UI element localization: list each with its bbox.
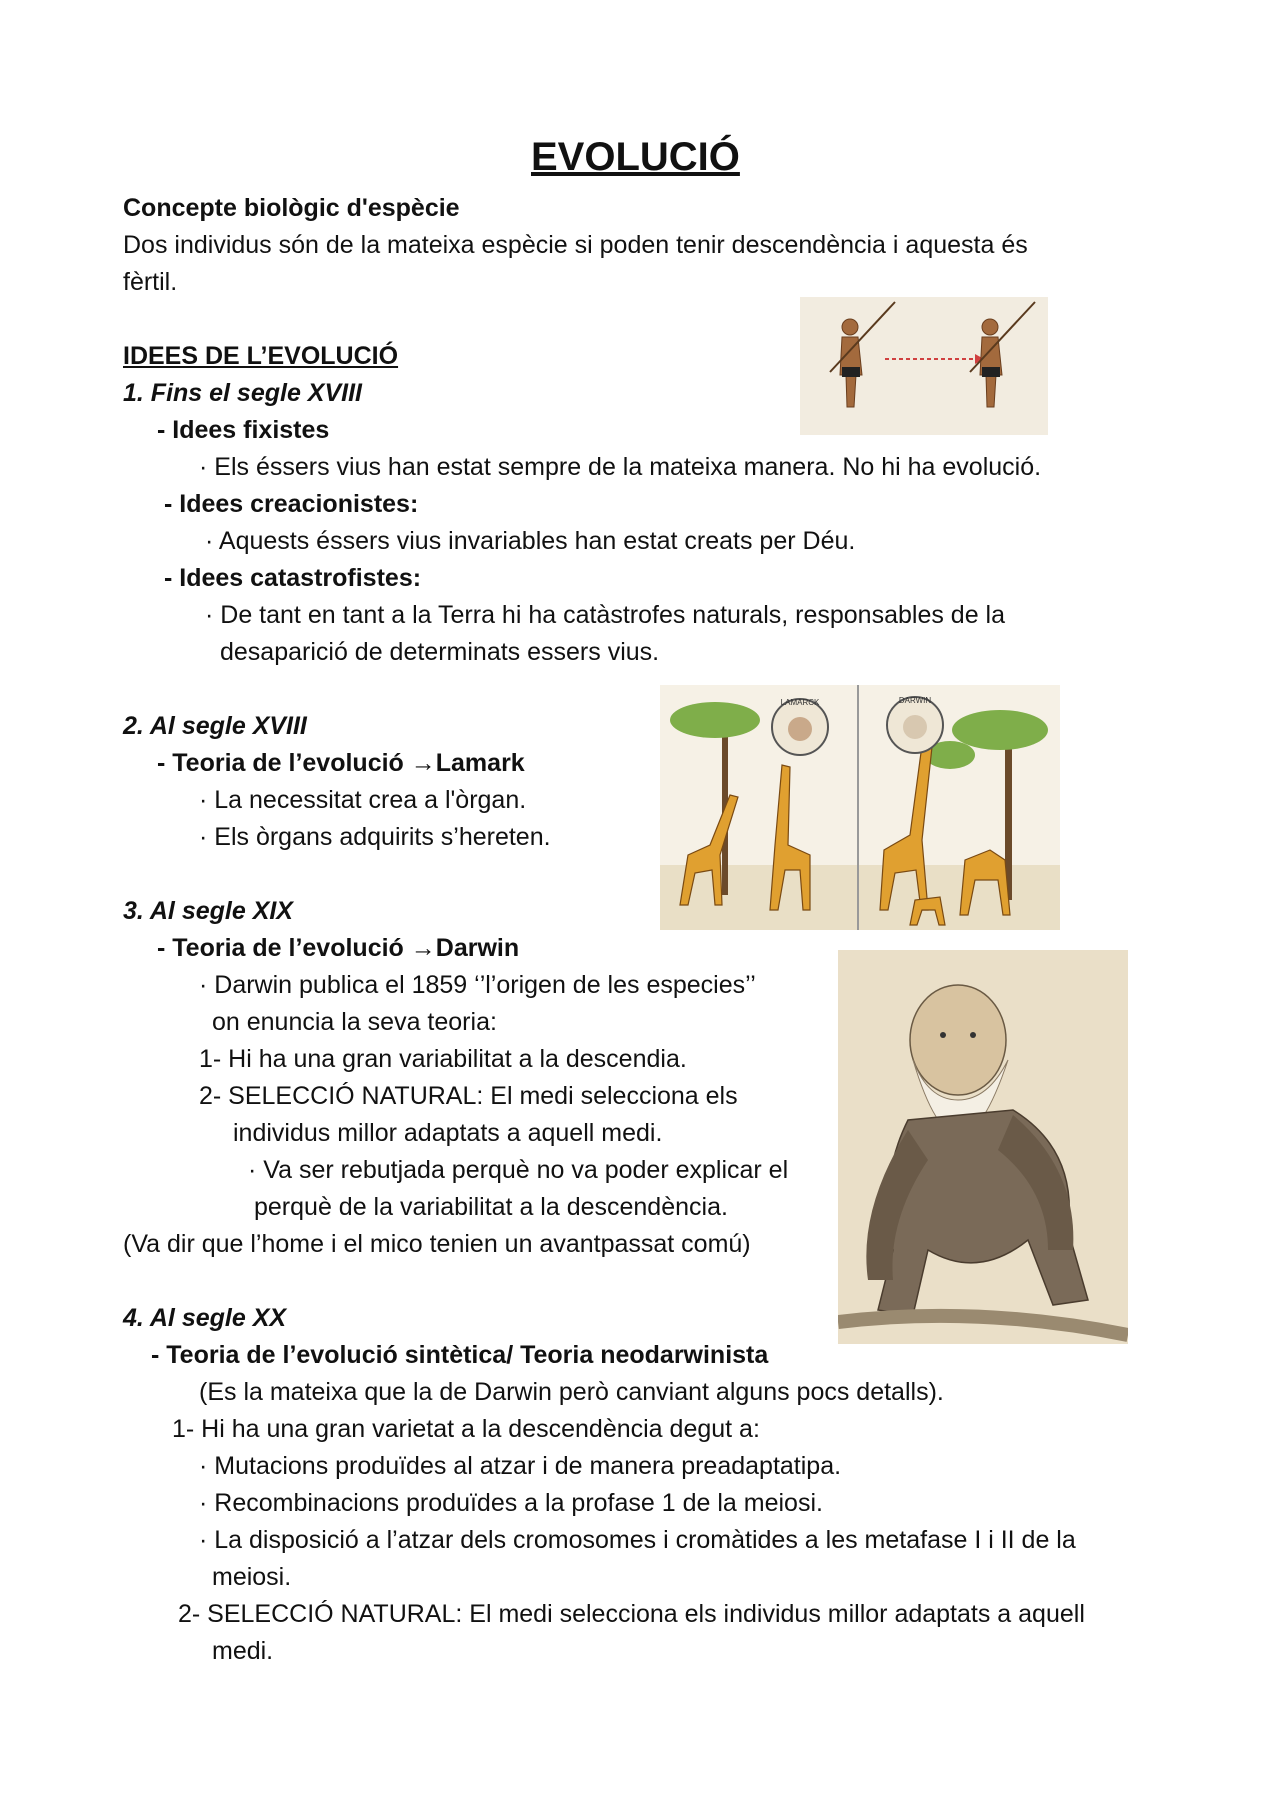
synthetic-line8: medi. bbox=[212, 1637, 274, 1665]
page-title: EVOLUCIÓ bbox=[531, 135, 740, 179]
creationist-label: - Idees creacionistes: bbox=[164, 490, 419, 518]
darwin-line1: · Darwin publica el 1859 ‘’l’origen de les especies’’ bbox=[199, 971, 756, 999]
catastrophist-text-line1: · De tant en tant a la Terra hi ha catàstrofes naturals, responsables de la bbox=[205, 601, 1005, 629]
giraffes-illustration bbox=[660, 685, 1060, 930]
synthetic-line1: (Es la mateixa que la de Darwin però canviant alguns pocs detalls). bbox=[199, 1378, 944, 1406]
catastrophist-text-line2: desaparició de determinats essers vius. bbox=[220, 638, 660, 666]
darwin-line2: on enuncia la seva teoria: bbox=[212, 1008, 497, 1036]
fixism-illustration bbox=[800, 297, 1048, 435]
synthetic-line6: meiosi. bbox=[212, 1563, 292, 1591]
fixist-label: - Idees fixistes bbox=[157, 416, 330, 444]
section4-heading: 4. Al segle XX bbox=[123, 1304, 287, 1332]
synthetic-line4: · Recombinacions produïdes a la profase 1 de la meiosi. bbox=[199, 1489, 823, 1517]
section2-heading: 2. Al segle XVIII bbox=[123, 712, 307, 740]
ideas-heading: IDEES DE L’EVOLUCIÓ bbox=[123, 342, 399, 370]
catastrophist-label: - Idees catastrofistes: bbox=[164, 564, 422, 592]
lamarck-theory-label: - Teoria de l’evolució →Lamark bbox=[157, 749, 525, 777]
synthetic-line5: · La disposició a l’atzar dels cromosomes i cromàtides a les metafase I i II de la bbox=[199, 1526, 1076, 1554]
darwin-line4: 2- SELECCIÓ NATURAL: El medi selecciona els bbox=[199, 1082, 738, 1110]
fixist-text: · Els éssers vius han estat sempre de la mateixa manera. No hi ha evolució. bbox=[199, 453, 1042, 481]
section1-heading: 1. Fins el segle XVIII bbox=[123, 379, 362, 407]
darwin-ape-caricature bbox=[838, 950, 1128, 1344]
darwin-line8: (Va dir que l’home i el mico tenien un avantpassat comú) bbox=[123, 1230, 751, 1258]
synthetic-line7: 2- SELECCIÓ NATURAL: El medi selecciona els individus millor adaptats a aquell bbox=[178, 1600, 1085, 1628]
darwin-line7: perquè de la variabilitat a la descendència. bbox=[254, 1193, 728, 1221]
section3-heading: 3. Al segle XIX bbox=[123, 897, 293, 925]
darwin-line6: · Va ser rebutjada perquè no va poder explicar el bbox=[248, 1156, 789, 1184]
synthetic-theory-label: - Teoria de l’evolució sintètica/ Teoria neodarwinista bbox=[151, 1341, 769, 1369]
concept-text-line2: fèrtil. bbox=[123, 268, 178, 296]
concept-heading: Concepte biològic d'espècie bbox=[123, 194, 460, 222]
concept-text-line1: Dos individus són de la mateixa espècie si poden tenir descendència i aquesta és bbox=[123, 231, 1028, 259]
lamarck-point2: · Els òrgans adquirits s’hereten. bbox=[199, 823, 551, 851]
darwin-portrait-label: DARWIN bbox=[898, 696, 932, 705]
creationist-text: · Aquests éssers vius invariables han estat creats per Déu. bbox=[205, 527, 856, 555]
lamarck-point1: · La necessitat crea a l'òrgan. bbox=[199, 786, 527, 814]
lamarck-portrait-label: LAMARCK bbox=[780, 698, 820, 707]
darwin-theory-label: - Teoria de l’evolució →Darwin bbox=[157, 934, 520, 962]
darwin-line3: 1- Hi ha una gran variabilitat a la descendia. bbox=[199, 1045, 687, 1073]
synthetic-line3: · Mutacions produïdes al atzar i de manera preadaptatipa. bbox=[199, 1452, 842, 1480]
synthetic-line2: 1- Hi ha una gran varietat a la descendència degut a: bbox=[172, 1415, 760, 1443]
darwin-line5: individus millor adaptats a aquell medi. bbox=[233, 1119, 663, 1147]
